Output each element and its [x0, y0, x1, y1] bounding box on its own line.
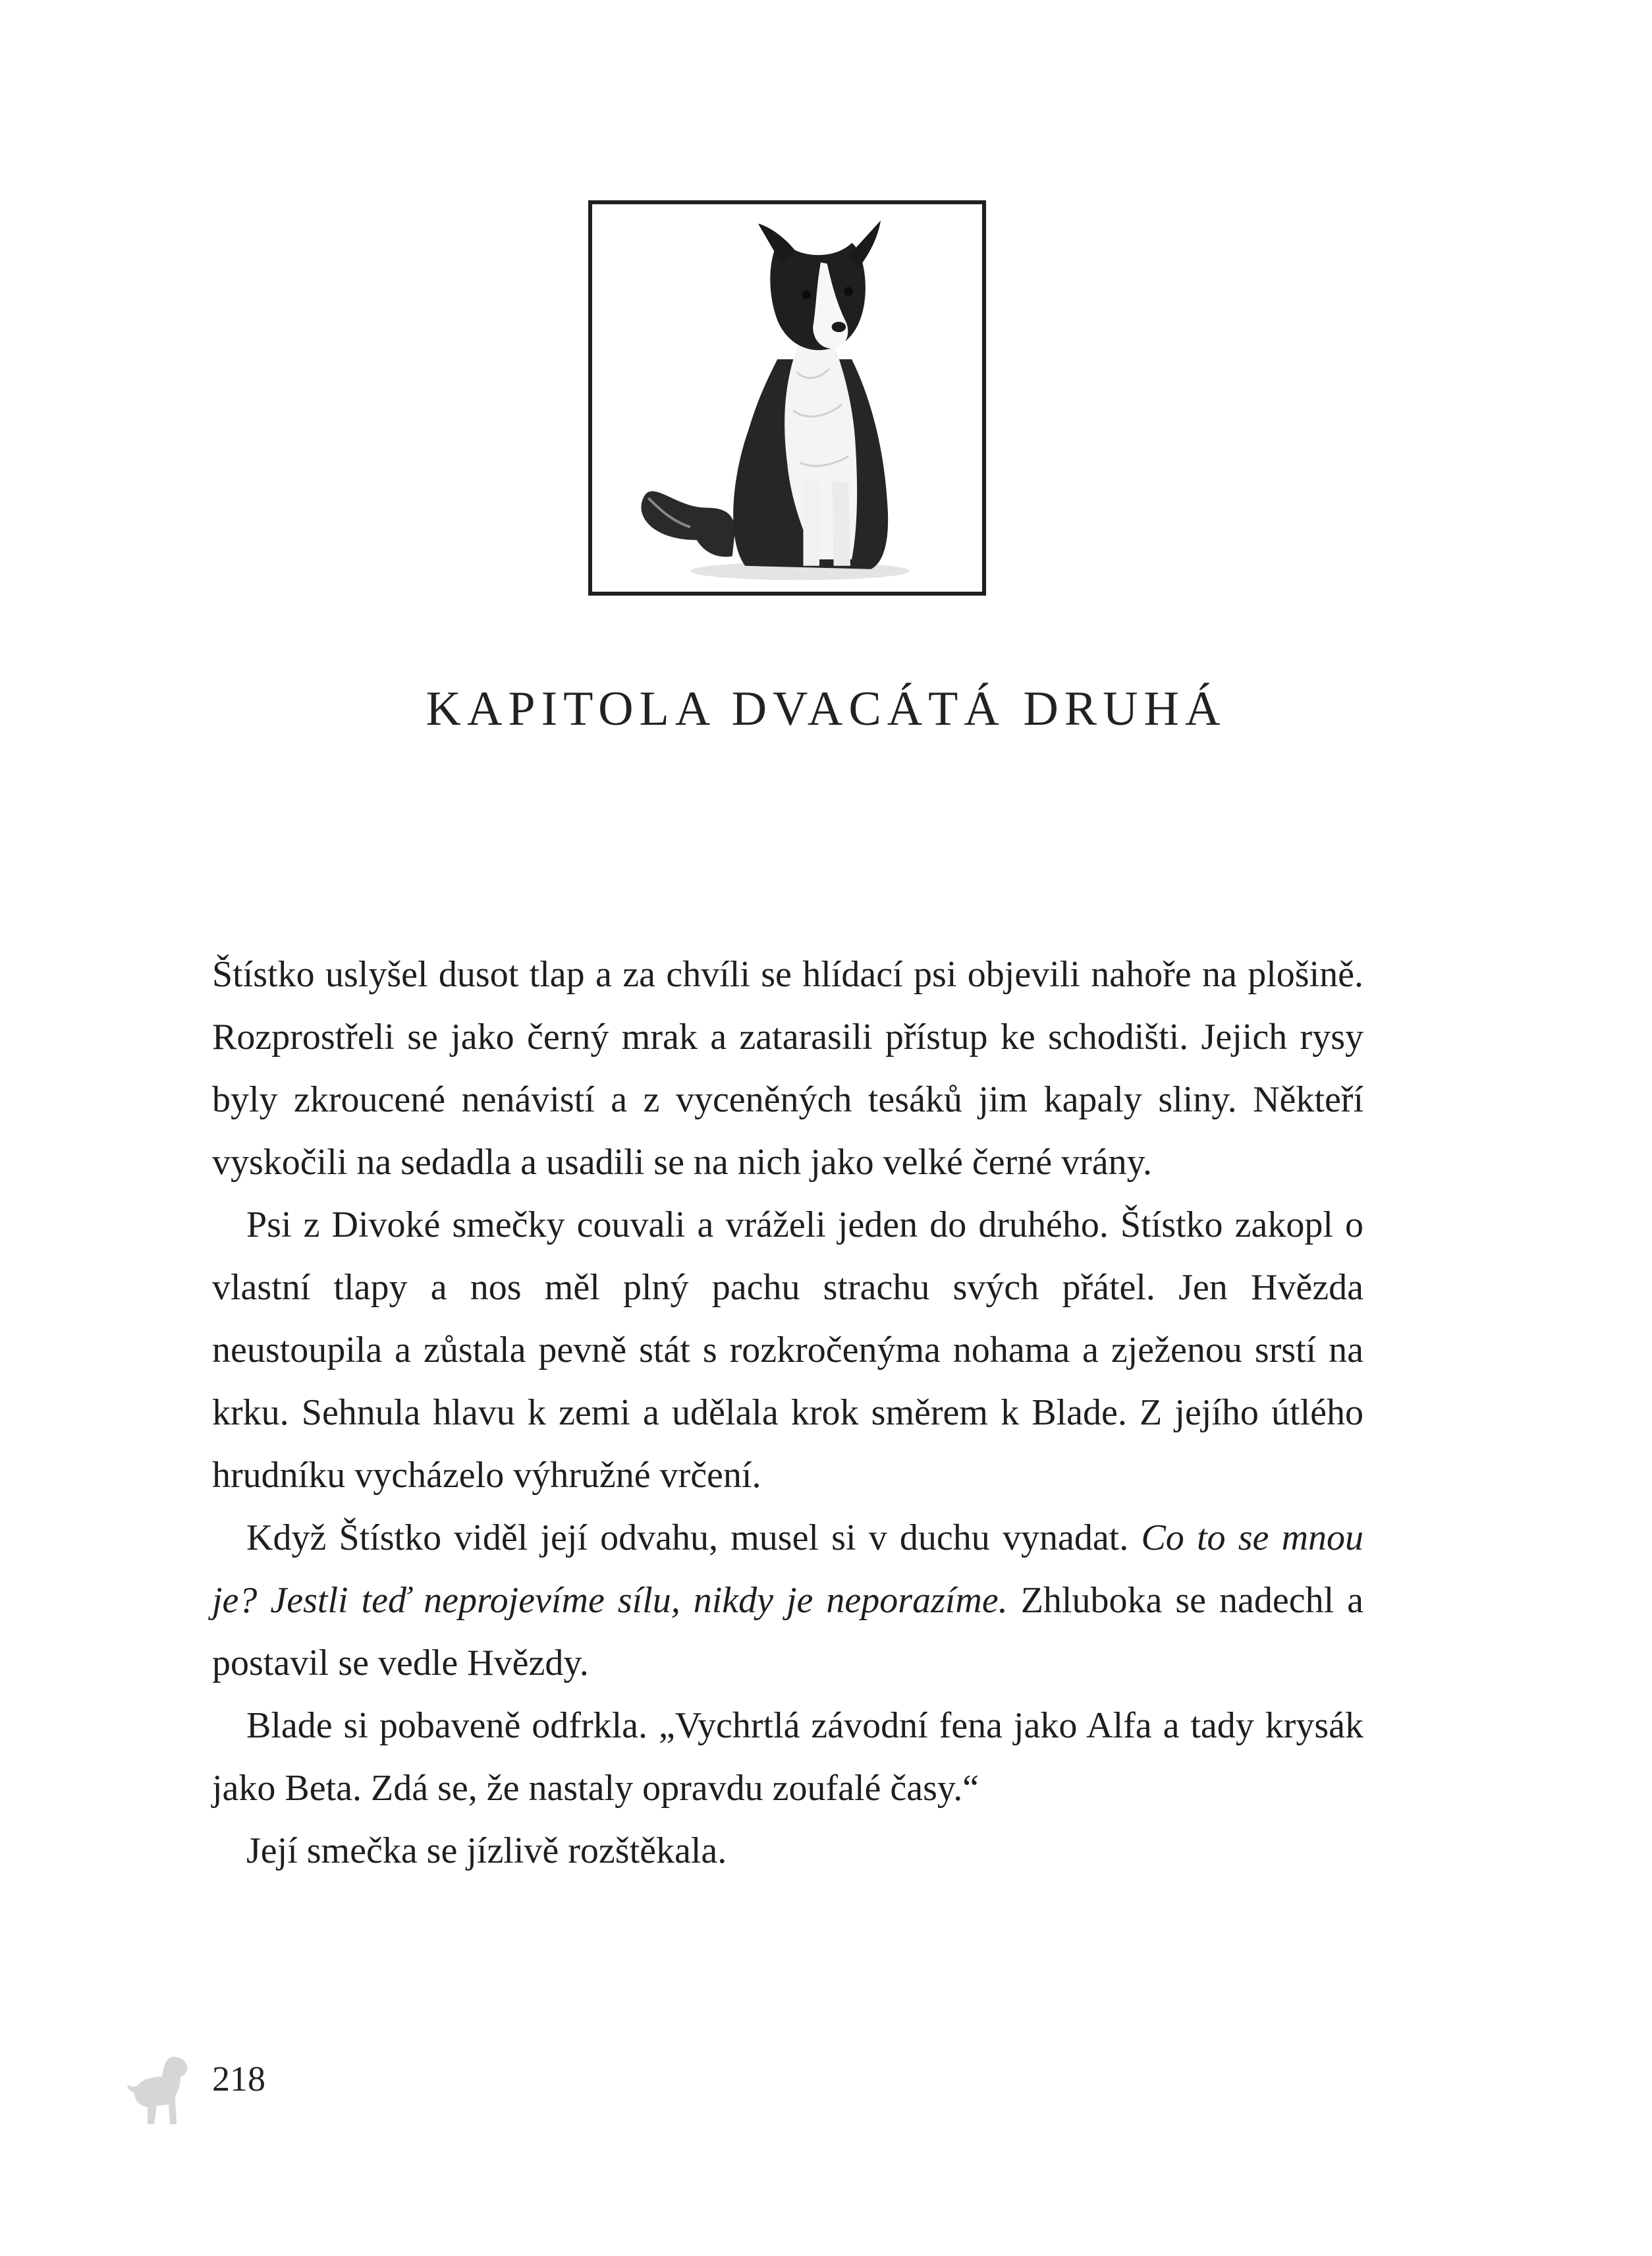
paragraph-2: Psi z Divoké smečky couvali a vráželi jeden do druhého. Štístko zakopl o vlastní tlapy a nos měl plný pachu strachu svých přátel. Jen Hvězda neustoupila a zůstala pevně stát s rozkročenýma nohama a zježenou srstí na krku. Sehnula hlavu k zemi a udělala krok směrem k Blade. Z jejího útlého hrudníku vycházelo výhružné vrčení. — [212, 1204, 1363, 1496]
page-number: 218 — [212, 2059, 265, 2099]
dog-silhouette-icon — [125, 2050, 198, 2129]
paragraph-4: Blade si pobaveně odfrkla. „Vychrtlá závodní fena jako Alfa a tady krysák jako Beta. Zdá se, že nastaly opravdu zoufalé časy.“ — [212, 1705, 1363, 1809]
paragraph-1: Štístko uslyšel dusot tlap a za chvíli se hlídací psi objevili nahoře na plošině. Rozprostřeli se jako černý mrak a zatarasili přístup ke schodišti. Jejich rysy byly zkroucené nenávistí a z vyceněných tesáků jim kapaly sliny. Někteří vyskočili na sedadla a usadili se na nich jako velké černé vrány. — [212, 954, 1363, 1183]
paragraph-3-end: Zhluboka se nadechl a postavil se vedle Hvězdy. — [212, 1580, 1363, 1683]
dog-illustration — [588, 200, 986, 596]
paragraph-3 — [212, 1507, 1363, 1695]
paragraph-3-start: Když Štístko viděl její odvahu, musel si v duchu vynadat. — [246, 1517, 1142, 1558]
border-collie-illustration-icon — [592, 204, 982, 592]
paragraph-3-italic: Co to se mnou je? Jestli teď neprojevíme sílu, nikdy je neporazíme. — [212, 1517, 1364, 1621]
body-text — [212, 944, 1363, 1882]
paragraph-5: Její smečka se jízlivě rozštěkala. — [246, 1830, 727, 1871]
chapter-title: KAPITOLA DVACÁTÁ DRUHÁ — [426, 682, 1226, 736]
